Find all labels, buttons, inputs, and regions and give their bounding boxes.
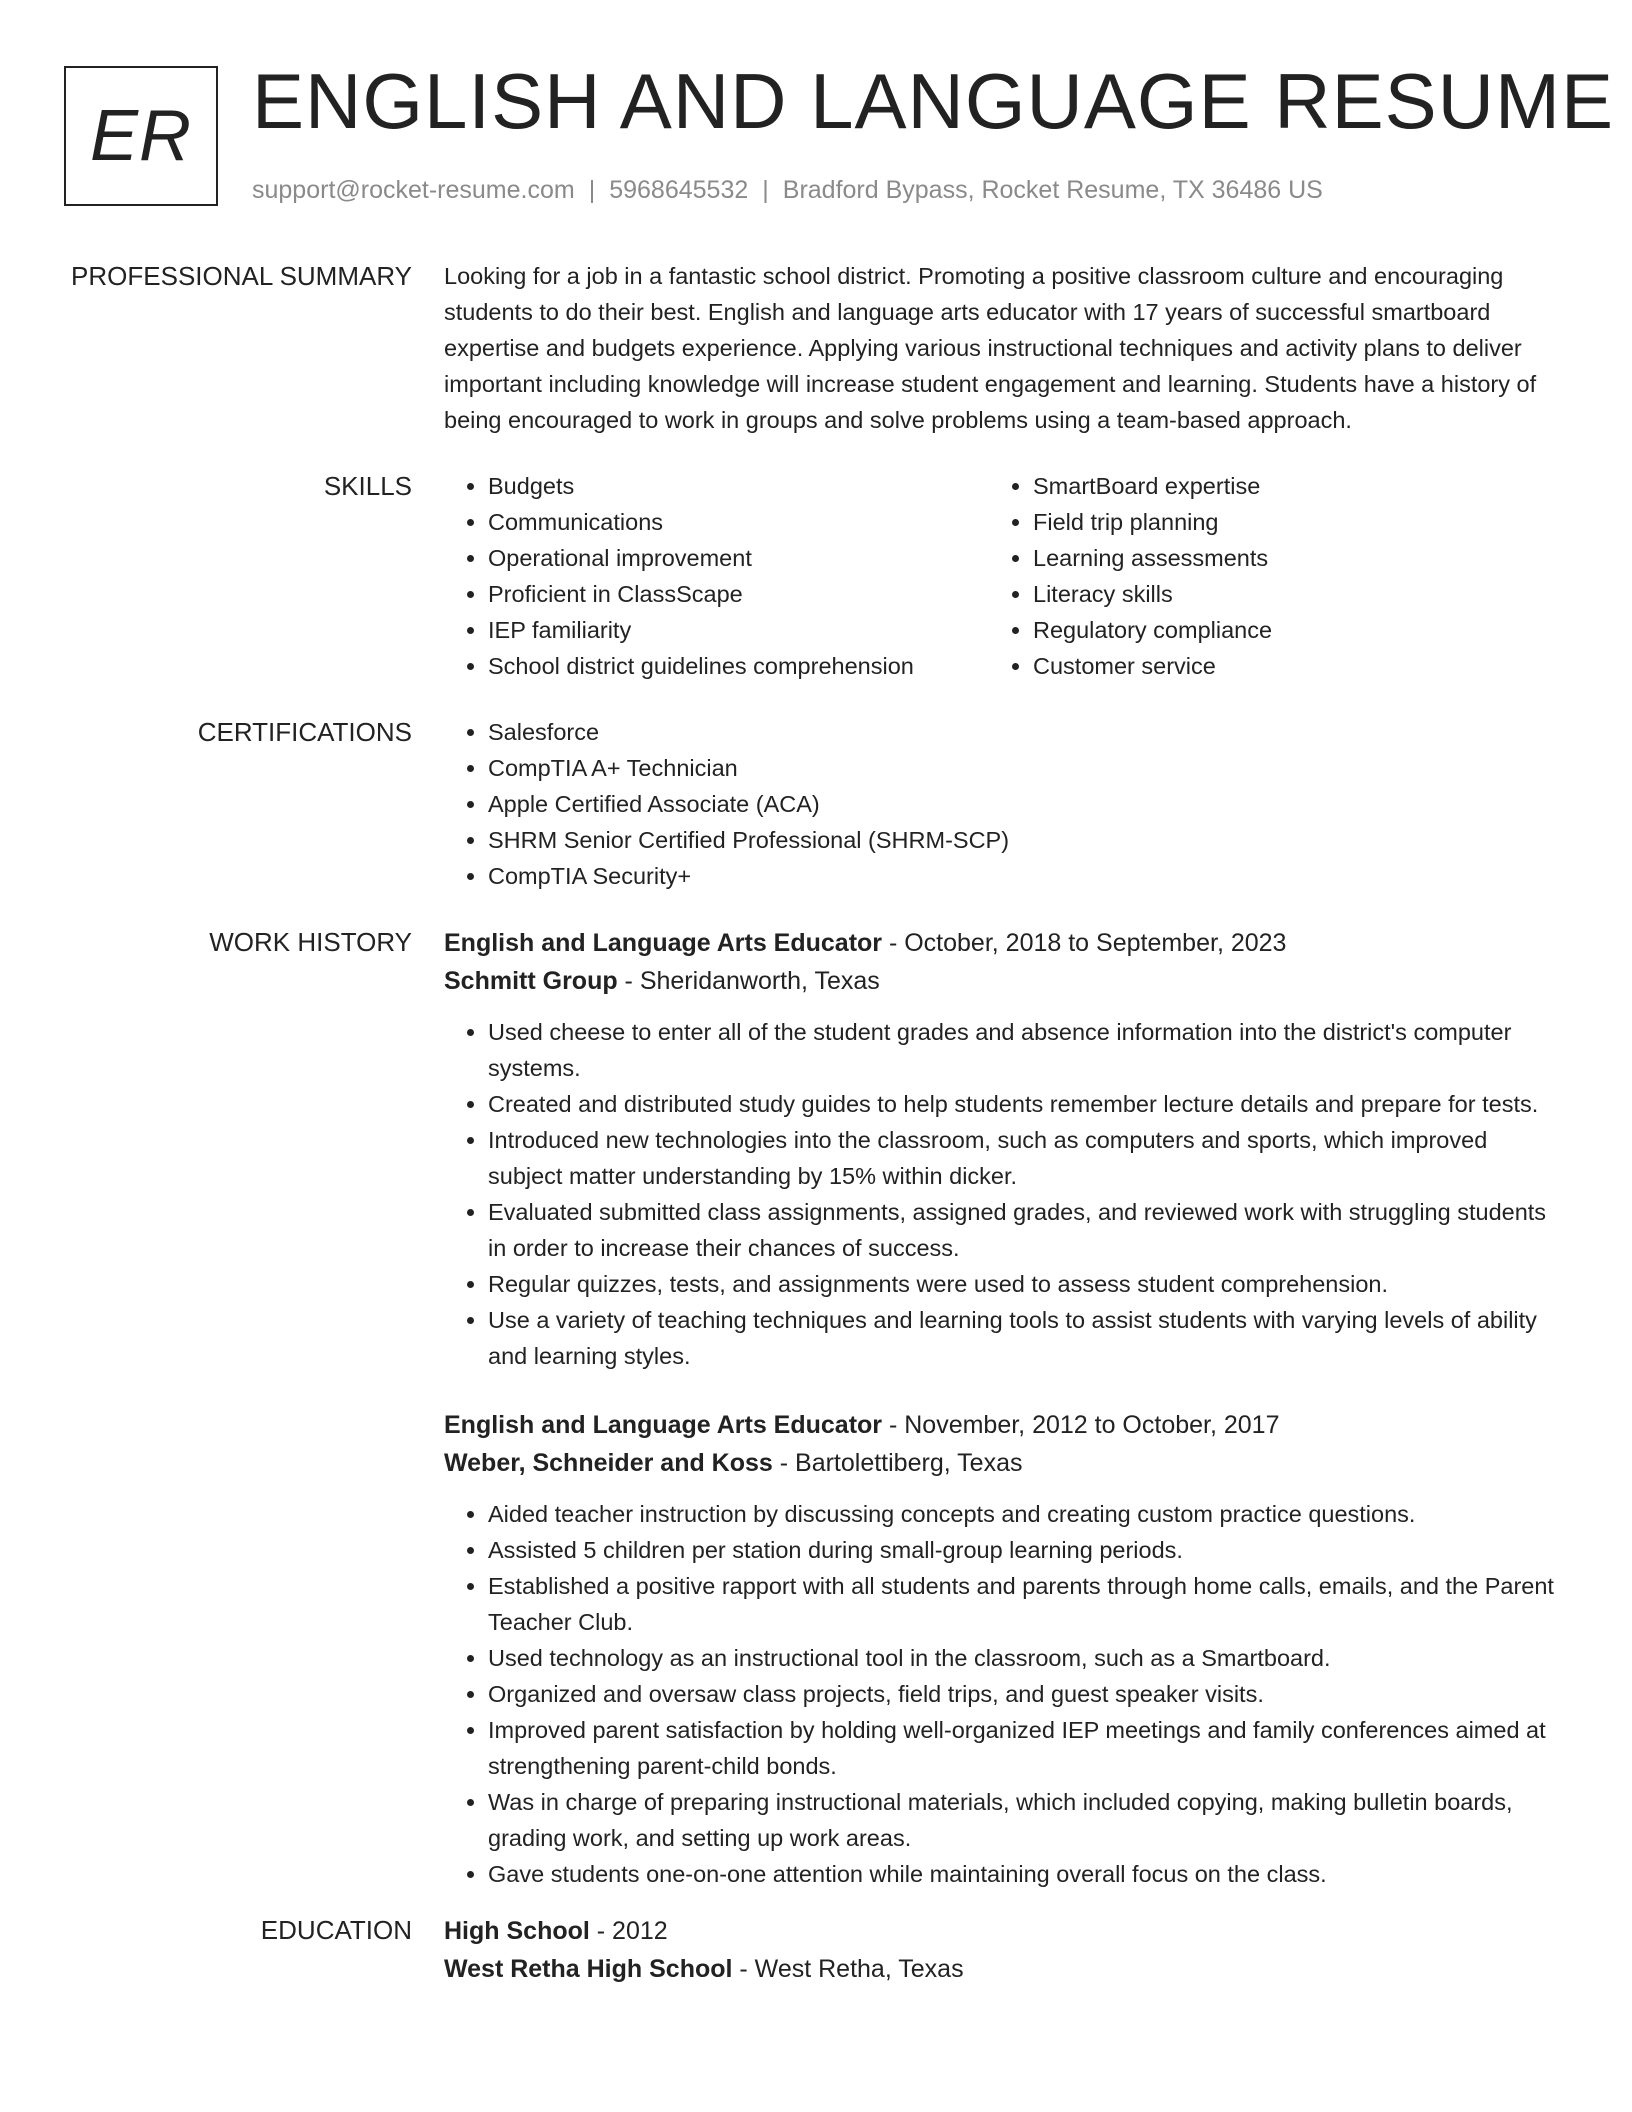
section-education (0, 1912, 1632, 1988)
education-location: - West Retha, Texas (732, 1955, 964, 1983)
skill-item: • Operational improvement (488, 540, 989, 576)
section-title-education: EDUCATION (260, 1915, 412, 1945)
education-degree: High School (444, 1917, 590, 1945)
education-school: West Retha High School (444, 1955, 733, 1983)
job-location: - Bartolettiberg, Texas (772, 1449, 1023, 1477)
job-company: Schmitt Group (444, 967, 618, 995)
job-bullet: • Organized and oversaw class projects, field trips, and guest speaker visits. (488, 1676, 1554, 1712)
summary-body (444, 258, 1554, 438)
resume-title: ENGLISH AND LANGUAGE RESUME (252, 57, 1614, 145)
contact-separator: | (588, 176, 596, 204)
skill-item: • SmartBoard expertise (1033, 468, 1534, 504)
job-title-line (444, 924, 1554, 962)
job-role: English and Language Arts Educator (444, 929, 883, 957)
job-dates: - November, 2012 to October, 2017 (882, 1411, 1280, 1439)
certification-item: • CompTIA A+ Technician (488, 750, 1554, 786)
job-bullet: • Created and distributed study guides to help students remember lecture details and prepare for tests. (488, 1086, 1554, 1122)
skill-item: • Field trip planning (1033, 504, 1534, 540)
skill-item: • Proficient in ClassScape (488, 576, 989, 612)
skills-list-right (989, 468, 1534, 684)
skills-body (444, 468, 1554, 684)
job-bullet: • Evaluated submitted class assignments, assigned grades, and reviewed work with struggling students in order to increase their chances of success. (488, 1194, 1554, 1266)
job-bullet: • Used technology as an instructional tool in the classroom, such as a Smartboard. (488, 1640, 1554, 1676)
job-bullet: • Regular quizzes, tests, and assignments were used to assess student comprehension. (488, 1266, 1554, 1302)
section-certifications (0, 714, 1632, 894)
education-degree-line (444, 1912, 1554, 1950)
skill-item: • Regulatory compliance (1033, 612, 1534, 648)
certifications-body (444, 714, 1554, 894)
work-history-body (444, 924, 1554, 1892)
skills-list-left (444, 468, 989, 684)
resume-content (0, 258, 1632, 1988)
skill-item: • Learning assessments (1033, 540, 1534, 576)
certification-item: • CompTIA Security+ (488, 858, 1554, 894)
job-role: English and Language Arts Educator (444, 1411, 883, 1439)
contact-separator: | (762, 176, 769, 204)
section-work-history (0, 924, 1632, 1892)
skill-item: • School district guidelines comprehension (488, 648, 989, 684)
contact-email[interactable]: support@rocket-resume.com (252, 176, 575, 204)
skills-grid (444, 468, 1554, 684)
job-bullet: • Use a variety of teaching techniques and learning tools to assist students with varying levels of ability and learning styles. (488, 1302, 1554, 1374)
section-title-skills: SKILLS (323, 471, 412, 501)
certifications-list (444, 714, 1554, 894)
job-bullet: • Introduced new technologies into the classroom, such as computers and sports, which improved subject matter understanding by 15% within dicker. (488, 1122, 1554, 1194)
job-company-line (444, 1444, 1554, 1482)
job-bullet: • Used cheese to enter all of the student grades and absence information into the district's computer systems. (488, 1014, 1554, 1086)
education-year: - 2012 (589, 1917, 668, 1945)
section-skills (0, 468, 1632, 684)
job-bullet: • Was in charge of preparing instructional materials, which included copying, making bulletin boards, grading work, and setting up work areas. (488, 1784, 1554, 1856)
job-company-line (444, 962, 1554, 1000)
skill-item: • Communications (488, 504, 989, 540)
summary-text: Looking for a job in a fantastic school district. Promoting a positive classroom culture and encouraging students to do their best. English and language arts educator with 17 years of successful smartboard expertise and budgets experience. Applying various instructional techniques and activity plans to deliver important including knowledge will increase student engagement and learning. Students have a history of being encouraged to work in groups and solve problems using a team-based approach. (444, 263, 1537, 433)
skill-item: • Literacy skills (1033, 576, 1534, 612)
job-bullet: • Improved parent satisfaction by holding well-organized IEP meetings and family conferences aimed at strengthening parent-child bonds. (488, 1712, 1554, 1784)
monogram-logo: ER (64, 66, 218, 206)
job-location: - Sheridanworth, Texas (617, 967, 880, 995)
job-dates: - October, 2018 to September, 2023 (882, 929, 1287, 957)
section-title-summary: PROFESSIONAL SUMMARY (71, 261, 412, 291)
skill-item: • Budgets (488, 468, 989, 504)
job-bullet: • Gave students one-on-one attention while maintaining overall focus on the class. (488, 1856, 1554, 1892)
section-professional-summary (0, 258, 1632, 438)
education-school-line (444, 1950, 1554, 1988)
education-body (444, 1912, 1554, 1988)
contact-line (252, 174, 1323, 206)
contact-phone[interactable]: 5968645532 (609, 176, 749, 204)
section-title-certifications: CERTIFICATIONS (197, 717, 412, 747)
job-bullet: • Established a positive rapport with all students and parents through home calls, emails, and the Parent Teacher Club. (488, 1568, 1554, 1640)
skill-item: • IEP familiarity (488, 612, 989, 648)
job-bullets (444, 1496, 1554, 1892)
job-entry (444, 924, 1554, 1374)
job-title-line (444, 1406, 1554, 1444)
job-company: Weber, Schneider and Koss (444, 1449, 773, 1477)
job-bullet: • Aided teacher instruction by discussing concepts and creating custom practice questions. (488, 1496, 1554, 1532)
skill-item: • Customer service (1033, 648, 1534, 684)
section-title-work-history: WORK HISTORY (209, 927, 412, 957)
contact-address: Bradford Bypass, Rocket Resume, TX 36486 US (782, 176, 1323, 204)
certification-item: • SHRM Senior Certified Professional (SHRM-SCP) (488, 822, 1554, 858)
certification-item: • Apple Certified Associate (ACA) (488, 786, 1554, 822)
job-entry (444, 1406, 1554, 1892)
job-bullet: • Assisted 5 children per station during small-group learning periods. (488, 1532, 1554, 1568)
job-bullets (444, 1014, 1554, 1374)
certification-item: • Salesforce (488, 714, 1554, 750)
